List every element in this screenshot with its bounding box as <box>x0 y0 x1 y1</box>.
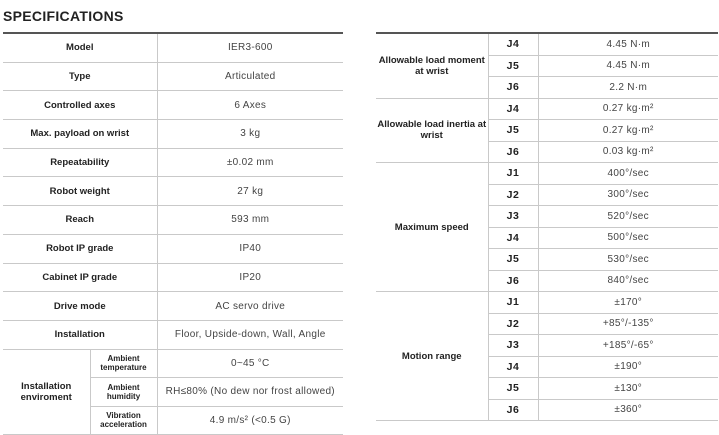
joint-value: 2.2 N·m <box>538 77 718 99</box>
env-group-label: Installation enviroment <box>3 349 90 435</box>
joint-value: +185°/-65° <box>538 335 718 357</box>
joint-value: +85°/-135° <box>538 313 718 335</box>
spec-value: IP40 <box>157 234 343 263</box>
spec-table-right <box>376 32 718 421</box>
spec-row <box>3 320 343 349</box>
spec-row <box>3 148 343 177</box>
joint-label: J5 <box>488 55 538 77</box>
joint-value: ±360° <box>538 399 718 421</box>
spec-row <box>3 292 343 321</box>
joint-label: J5 <box>488 378 538 400</box>
joint-value: 520°/sec <box>538 206 718 228</box>
joint-value: ±170° <box>538 292 718 314</box>
joint-label: J3 <box>488 335 538 357</box>
joint-value: 0.27 kg·m² <box>538 120 718 142</box>
spec-row <box>3 120 343 149</box>
joint-row <box>376 98 718 120</box>
joint-value: ±130° <box>538 378 718 400</box>
env-sub-label: Ambient humidity <box>90 378 157 407</box>
spec-value: 6 Axes <box>157 91 343 120</box>
env-sub-label: Ambient temperature <box>90 349 157 378</box>
joint-value: 400°/sec <box>538 163 718 185</box>
joint-label: J4 <box>488 227 538 249</box>
joint-label: J6 <box>488 141 538 163</box>
spec-value: ±0.02 mm <box>157 148 343 177</box>
env-value: 0~45 °C <box>157 349 343 378</box>
joint-label: J1 <box>488 163 538 185</box>
env-value: RH≤80% (No dew nor frost allowed) <box>157 378 343 407</box>
spec-label: Cabinet IP grade <box>3 263 157 292</box>
spec-label: Robot IP grade <box>3 234 157 263</box>
joint-label: J6 <box>488 270 538 292</box>
joint-value: 0.27 kg·m² <box>538 98 718 120</box>
joint-value: 500°/sec <box>538 227 718 249</box>
joint-value: 530°/sec <box>538 249 718 271</box>
spec-label: Type <box>3 62 157 91</box>
joint-row <box>376 33 718 55</box>
group-label: Maximum speed <box>376 163 488 292</box>
spec-row <box>3 206 343 235</box>
spec-row <box>3 177 343 206</box>
spec-value: IER3-600 <box>157 33 343 62</box>
joint-label: J4 <box>488 356 538 378</box>
joint-value: ±190° <box>538 356 718 378</box>
group-label: Allowable load inertia at wrist <box>376 98 488 163</box>
joint-value: 300°/sec <box>538 184 718 206</box>
joint-label: J2 <box>488 184 538 206</box>
spec-value: Articulated <box>157 62 343 91</box>
spec-value: 27 kg <box>157 177 343 206</box>
group-label: Motion range <box>376 292 488 421</box>
joint-label: J6 <box>488 399 538 421</box>
spec-label: Max. payload on wrist <box>3 120 157 149</box>
spec-label: Installation <box>3 320 157 349</box>
spec-value: Floor, Upside-down, Wall, Angle <box>157 320 343 349</box>
joint-value: 4.45 N·m <box>538 33 718 55</box>
spec-value: 593 mm <box>157 206 343 235</box>
joint-row <box>376 292 718 314</box>
spec-value: AC servo drive <box>157 292 343 321</box>
spec-row <box>3 234 343 263</box>
joint-label: J4 <box>488 33 538 55</box>
spec-label: Model <box>3 33 157 62</box>
group-label: Allowable load moment at wrist <box>376 33 488 98</box>
spec-table-left <box>3 32 343 435</box>
spec-value: 3 kg <box>157 120 343 149</box>
joint-label: J6 <box>488 77 538 99</box>
page-title: SPECIFICATIONS <box>3 8 124 24</box>
spec-label: Repeatability <box>3 148 157 177</box>
env-row <box>3 349 343 378</box>
joint-label: J3 <box>488 206 538 228</box>
joint-label: J5 <box>488 120 538 142</box>
joint-value: 840°/sec <box>538 270 718 292</box>
spec-label: Robot weight <box>3 177 157 206</box>
joint-label: J2 <box>488 313 538 335</box>
spec-row <box>3 263 343 292</box>
spec-label: Drive mode <box>3 292 157 321</box>
joint-row <box>376 163 718 185</box>
spec-value: IP20 <box>157 263 343 292</box>
spec-label: Reach <box>3 206 157 235</box>
env-value: 4.9 m/s² (<0.5 G) <box>157 406 343 435</box>
spec-row <box>3 91 343 120</box>
spec-row <box>3 33 343 62</box>
spec-row <box>3 62 343 91</box>
joint-label: J5 <box>488 249 538 271</box>
spec-label: Controlled axes <box>3 91 157 120</box>
env-sub-label: Vibration acceleration <box>90 406 157 435</box>
joint-label: J4 <box>488 98 538 120</box>
joint-label: J1 <box>488 292 538 314</box>
joint-value: 0.03 kg·m² <box>538 141 718 163</box>
joint-value: 4.45 N·m <box>538 55 718 77</box>
